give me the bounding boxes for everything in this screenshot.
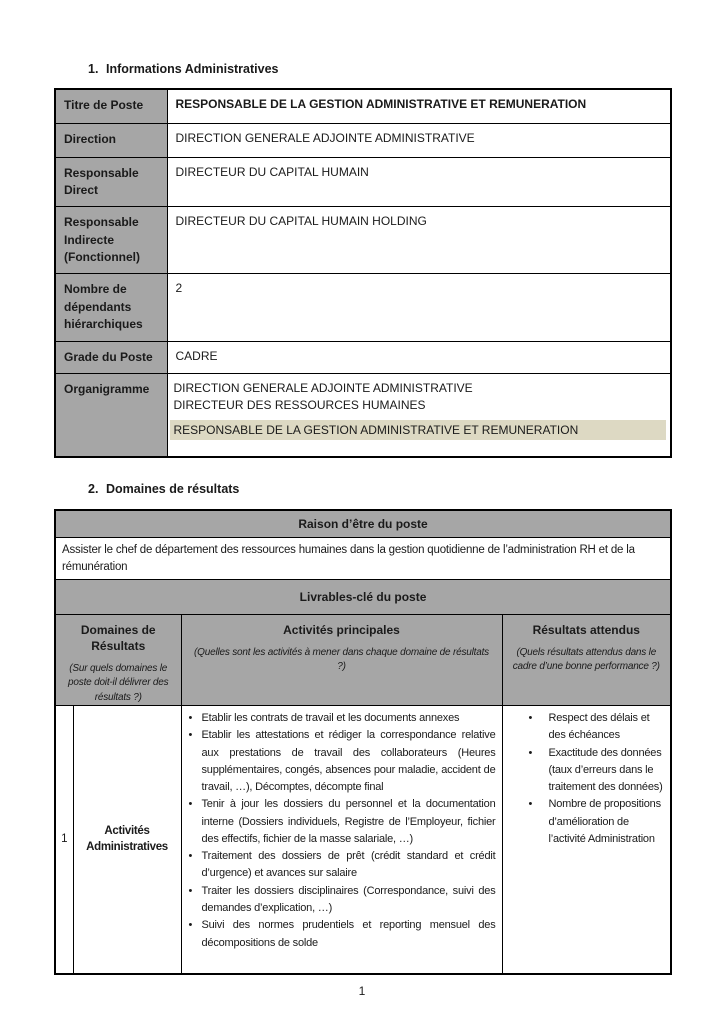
bullet-item: • Etablir les attestations et rédiger la correspondance relative aux prestations de travail des collaborateurs (Heures supplémentaires, congés, absences pour maladie, accident de travail, …), Décomptes, décompte final (182, 727, 496, 796)
table-row (55, 341, 671, 373)
table-row (55, 580, 671, 615)
row-label-organigramme: Organigramme (55, 374, 167, 457)
table-row (55, 510, 671, 538)
table-row (55, 157, 671, 207)
section2-heading-title: Domaines de résultats (106, 481, 240, 496)
column-header-resultats (502, 615, 671, 706)
raison-detre-header: Raison d’être du poste (55, 510, 671, 538)
column-header-title: Résultats attendus (532, 623, 640, 638)
bullet-item: • Tenir à jour les dossiers du personnel et la documentation interne (Dossiers individuels, Registre de l’Employeur, fichier des effectifs, fichier de la masse salariale, …) (182, 796, 496, 848)
bullet-item: • Suivi des normes prudentiels et reporting mensuel des décompositions de solde (182, 917, 496, 952)
organigramme-line: DIRECTION GENERALE ADJOINTE ADMINISTRATIVE (173, 381, 473, 396)
table-row (55, 706, 671, 974)
row-value-grade-du-poste: CADRE (167, 341, 671, 373)
raison-detre-text: Assister le chef de département des ressources humaines dans la gestion quotidienne de l’administration RH et de la rémunération (55, 538, 671, 580)
row-label-responsable-direct: Responsable Direct (55, 157, 167, 207)
livrables-cle-header: Livrables-clé du poste (55, 580, 671, 615)
column-header-domaines (55, 615, 181, 706)
table-row (55, 274, 671, 341)
row-value-nombre-dependants: 2 (167, 274, 671, 341)
row-value-responsable-indirecte: DIRECTEUR DU CAPITAL HUMAIN HOLDING (167, 207, 671, 274)
section1-heading-title: Informations Administratives (106, 62, 279, 76)
bullet-item: • Exactitude des données (taux d’erreurs dans le traitement des données) (503, 745, 669, 797)
row-value-organigramme (167, 374, 671, 457)
results-cell (502, 706, 671, 974)
column-header-subtitle: (Quelles sont les activités à mener dans chaque domaine de résultats ?) (194, 646, 489, 673)
domaines-resultats-table (54, 509, 672, 975)
column-header-title: Activités principales (283, 623, 400, 638)
column-header-activites (181, 615, 502, 706)
table-row (55, 374, 671, 457)
admin-info-table (54, 88, 672, 458)
page-number: 1 (358, 984, 366, 998)
bullet-item: • Traitement des dossiers de prêt (crédit standard et crédit d’urgence) et avances sur salaire (182, 848, 496, 883)
column-header-subtitle: (Sur quels domaines le poste doit-il délivrer des résultats ?) (68, 662, 169, 703)
table-row (55, 207, 671, 274)
column-header-title: Domaines de Résultats (80, 623, 156, 653)
column-headers-row (55, 615, 671, 706)
activities-list (182, 710, 496, 952)
section1-heading (54, 62, 670, 76)
table-row (55, 538, 671, 580)
section1-heading-number: 1. (88, 62, 99, 76)
activities-cell (181, 706, 502, 974)
bullet-item: • Nombre de propositions d’amélioration de l’activité Administration (503, 796, 669, 848)
row-value-direction: DIRECTION GENERALE ADJOINTE ADMINISTRATIVE (167, 123, 671, 157)
table-row (55, 89, 671, 123)
organigramme-highlighted-line: RESPONSABLE DE LA GESTION ADMINISTRATIVE ET REMUNERATION (170, 420, 667, 440)
row-label-responsable-indirecte: Responsable Indirecte (Fonctionnel) (55, 207, 167, 274)
row-label-grade-du-poste: Grade du Poste (55, 341, 167, 373)
bullet-item: • Etablir les contrats de travail et les documents annexes (182, 710, 496, 727)
row-label-titre-de-poste: Titre de Poste (55, 89, 167, 123)
section2-heading (54, 482, 670, 496)
row-label-direction: Direction (55, 123, 167, 157)
domain-row-name: Activités Administratives (73, 706, 181, 974)
domain-row-number: 1 (55, 706, 73, 974)
row-value-responsable-direct: DIRECTEUR DU CAPITAL HUMAIN (167, 157, 671, 207)
section2-heading-number: 2. (88, 481, 99, 496)
row-label-nombre-dependants: Nombre de dépendants hiérarchiques (55, 274, 167, 341)
bullet-item: • Respect des délais et des échéances (503, 710, 669, 745)
organigramme-line: DIRECTEUR DES RESSOURCES HUMAINES (173, 398, 426, 413)
results-list (503, 710, 669, 848)
row-value-titre-de-poste: RESPONSABLE DE LA GESTION ADMINISTRATIVE ET REMUNERATION (167, 89, 671, 123)
table-row (55, 123, 671, 157)
bullet-item: • Traiter les dossiers disciplinaires (Correspondance, suivi des demandes d’explication, …) (182, 883, 496, 918)
column-header-subtitle: (Quels résultats attendus dans le cadre d’une bonne performance ?) (512, 646, 660, 673)
